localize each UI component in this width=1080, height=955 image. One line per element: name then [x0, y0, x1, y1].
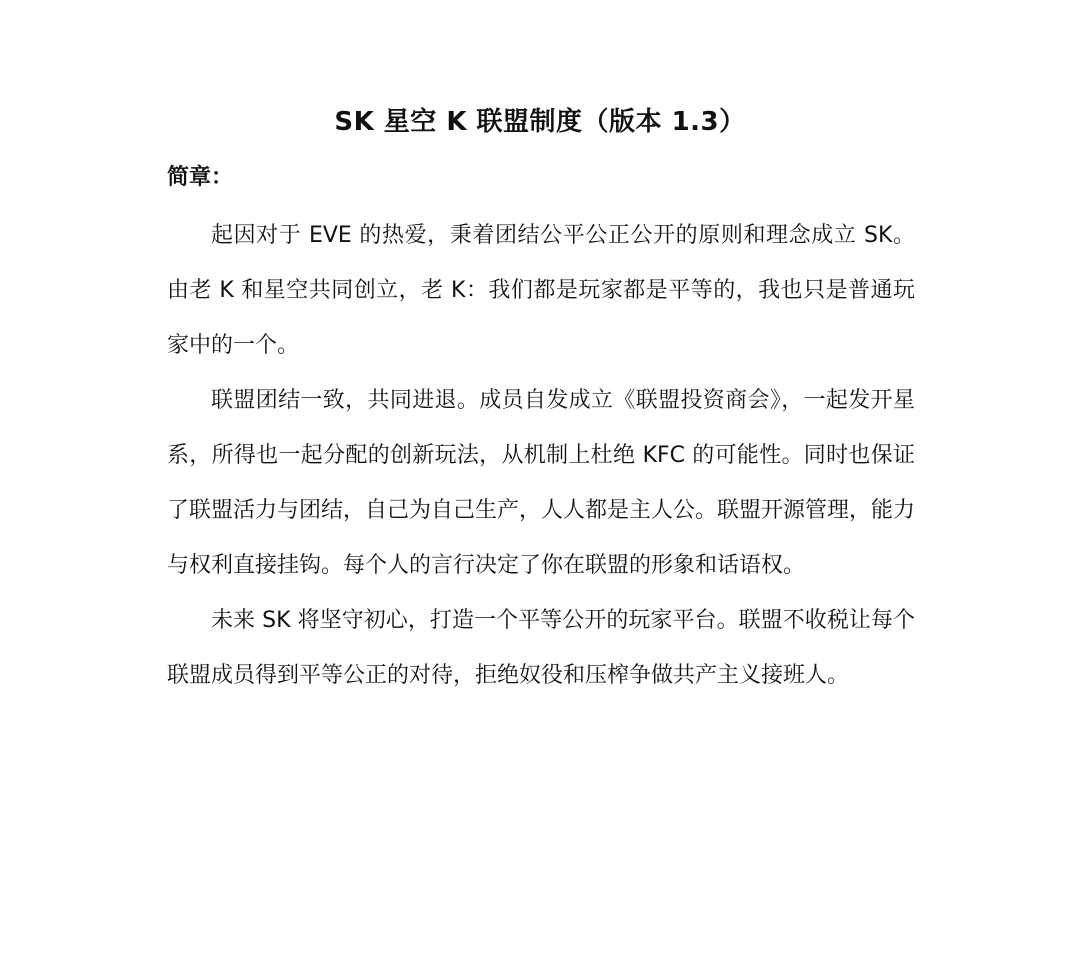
paragraph-unity: 联盟团结一致，共同进退。成员自发成立《联盟投资商会》，一起发开星系，所得也一起分配的创新玩法，从机制上杜绝 KFC 的可能性。同时也保证了联盟活力与团结，自己为自己生产，人人都是主人公。联盟开源管理，能力与权利直接挂钩。每个人的言行决定了你在联盟的形象和话语权。 [167, 388, 916, 578]
section-heading: 简章： [167, 165, 234, 190]
document-title: SK 星空 K 联盟制度（版本 1.3） [334, 107, 746, 137]
document-body [167, 208, 915, 703]
paragraph-origin: 起因对于 EVE 的热爱，秉着团结公平公正公开的原则和理念成立 SK。由老 K 和星空共同创立，老 K：我们都是玩家都是平等的，我也只是普通玩家中的一个。 [167, 223, 915, 358]
paragraph-future: 未来 SK 将坚守初心，打造一个平等公开的玩家平台。联盟不收税让每个联盟成员得到平等公正的对待，拒绝奴役和压榨争做共产主义接班人。 [167, 608, 915, 688]
